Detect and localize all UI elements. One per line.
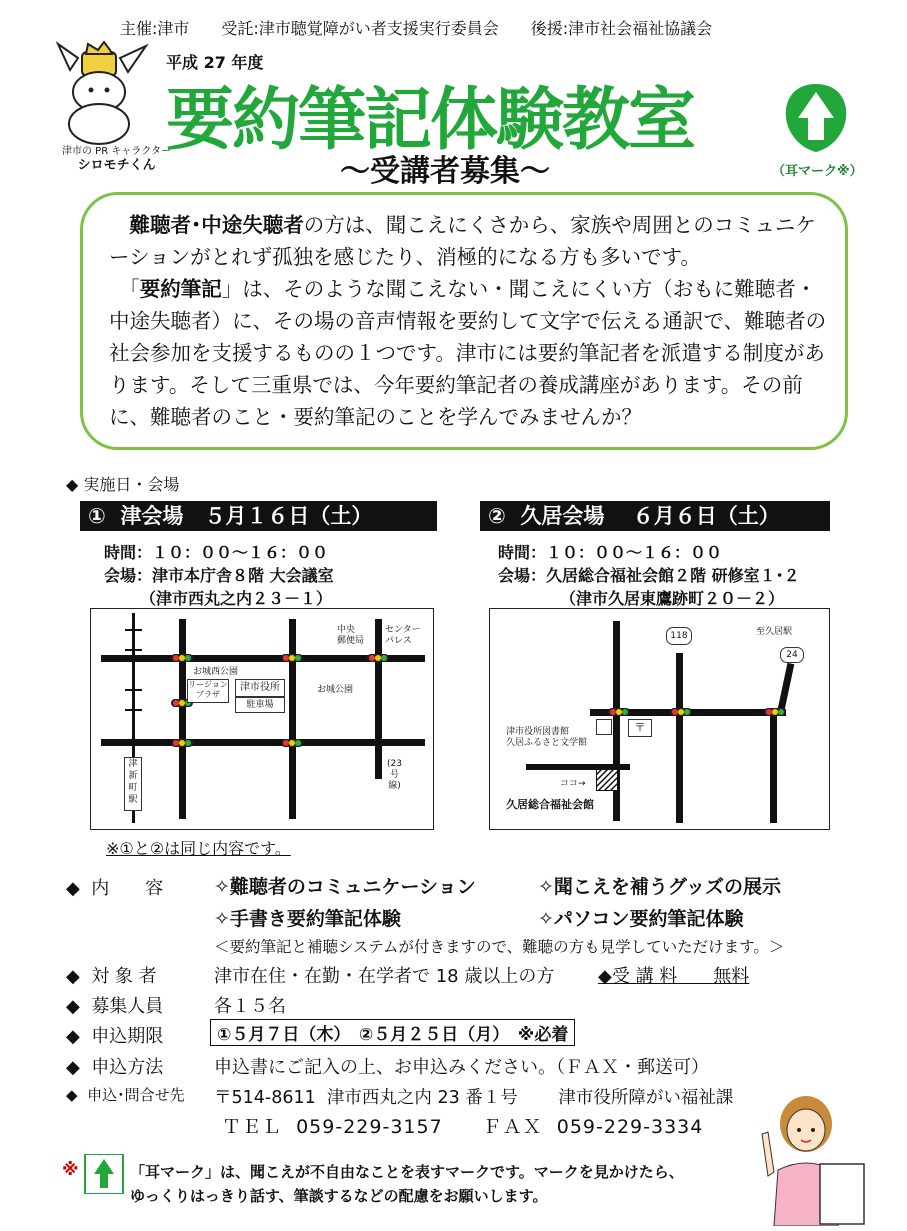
page-subtitle: ～受講者募集～ <box>340 154 550 189</box>
map1-city-hall: 津市役所 <box>235 679 285 697</box>
traffic-signal-icon <box>281 654 303 662</box>
deadline-value: ①５月７日（木） ②５月２５日（月） ※必着 <box>210 1019 575 1046</box>
content-item-2: ✧聞こえを補うグッズの展示 <box>538 876 781 898</box>
map2-post-office-icon: 〒 <box>628 719 652 737</box>
map1-route23: (23 号 線) <box>387 759 402 791</box>
intro-paragraph-1 <box>109 209 827 273</box>
map1-road <box>375 619 382 779</box>
map2-library-building <box>596 719 612 735</box>
traffic-signal-icon <box>281 739 303 747</box>
same-content-note: ※①と②は同じ内容です。 <box>106 839 291 858</box>
map1-station: 津 新 町 駅 <box>124 757 142 811</box>
venue-2-heading: ② 久居会場 ６月６日（土） <box>480 501 830 531</box>
map2-route118: 118 <box>666 627 692 645</box>
footer-line-1: 「耳マーク」は、聞こえが不自由なことを表すマークです。マークを見かけたら、 <box>130 1163 684 1181</box>
venue-2-time: 時間：１０：００～１６：００ <box>498 543 723 562</box>
map2-road <box>613 621 620 821</box>
mascot-caption <box>62 145 171 174</box>
intro-text-2: 」は、そのような聞こえない・聞こえにくい方（おもに難聴者・中途失聴者）に、その場の音声情報を要約して文字で伝える通訳で、難聴者の社会参加を支援するものの１つです。津市には要約筆記者を派遣する制度があります。そして三重県では、今年要約筆記者の養成講座があります。その前に、難聴者のこと・要約筆記のことを学んでみませんか？ <box>109 277 827 429</box>
intro-bold-1: 難聴者･中途失聴者 <box>129 213 304 237</box>
map1-parking: 駐車場 <box>235 697 285 713</box>
schedule-label: ◆ 実施日・会場 <box>66 475 180 494</box>
map1-region-plaza: リージョン プラザ <box>187 679 229 703</box>
map1-road <box>289 619 296 819</box>
mascot-name: シロモチくん <box>77 158 156 173</box>
footer-line-2: ゆっくりはっきり話す、筆談するなどの配慮をお願いします。 <box>130 1187 548 1205</box>
map2-route24: 24 <box>780 647 804 663</box>
deadline-label: ◆ 申込期限 <box>66 1026 164 1047</box>
venue-2-place: 会場：久居総合福祉会館２階 研修室１･２ <box>498 566 800 585</box>
venue-1-place: 会場：津市本庁舎８階 大会議室 <box>104 566 334 585</box>
content-note: ＜要約筆記と補聴システムが付きますので、難聴の方も見学していただけます。＞ <box>214 938 785 956</box>
content-item-3: ✧手書き要約筆記体験 <box>214 908 401 930</box>
method-value: 申込書にご記入の上、お申込みください。（ＦＡＸ・郵送可） <box>214 1057 709 1078</box>
footer-asterisk: ※ <box>62 1160 79 1180</box>
ear-mark-caption: （耳マーク※） <box>772 164 863 179</box>
intro-bold-2: 要約筆記 <box>139 277 222 301</box>
fee-value: ◆受 講 料 無料 <box>598 966 750 987</box>
contact-address: 〒514-8611 津市西丸之内 23 番１号 津市役所障がい福祉課 <box>214 1088 734 1108</box>
map2-library: 津市役所図書館 久居ふるさと文学館 <box>506 727 588 748</box>
intro-box <box>80 192 848 450</box>
map1-oshiro-park: お城公園 <box>317 685 354 695</box>
map-tsu <box>90 608 434 830</box>
capacity-label: ◆ 募集人員 <box>66 996 164 1017</box>
fiscal-year: 平成 27 年度 <box>166 53 264 72</box>
mascot-illustration <box>48 40 158 150</box>
traffic-signal-icon <box>764 708 786 716</box>
map1-oshiro-west-park: お城西公園 <box>193 667 239 677</box>
traffic-signal-icon <box>171 739 193 747</box>
venue-1-heading: ① 津会場 ５月１６日（土） <box>80 501 437 531</box>
traffic-signal-icon <box>670 708 692 716</box>
map2-road <box>676 653 683 823</box>
content-item-1: ✧難聴者のコミュニケーション <box>214 876 476 898</box>
venue-1-time: 時間：１０：００～１６：００ <box>104 543 329 562</box>
traffic-signal-icon <box>367 654 389 662</box>
intro-paragraph-2 <box>109 273 827 433</box>
ear-mark-icon <box>778 78 854 158</box>
sponsor-line: 主催:津市 受託:津市聴覚障がい者支援実行委員会 後援:津市社会福祉協議会 <box>120 19 713 38</box>
method-label: ◆ 申込方法 <box>66 1057 164 1078</box>
mascot-caption-label: 津市の PR キャラクター <box>62 146 172 157</box>
traffic-signal-icon <box>171 654 193 662</box>
guide-woman-illustration <box>748 1086 868 1226</box>
map-hisai <box>489 608 830 830</box>
venue-1-address: （津市西丸之内２３－１） <box>140 589 333 608</box>
target-label: ◆ 対 象 者 <box>66 966 157 987</box>
contact-tel-fax: ＴＥＬ 059-229-3157 ＦＡＸ 059-229-3334 <box>222 1116 704 1138</box>
map2-venue-hatched-icon <box>596 769 618 791</box>
map1-road <box>179 619 186 819</box>
capacity-value: 各１５名 <box>214 996 286 1017</box>
target-value: 津市在住・在勤・在学者で 18 歳以上の方 <box>214 966 555 987</box>
venue-2-address: （津市久居東鷹跡町２０－２） <box>560 589 785 608</box>
content-item-4: ✧パソコン要約筆記体験 <box>538 908 744 930</box>
map1-post-office: 中央 郵便局 <box>337 625 365 646</box>
footer-text <box>130 1160 684 1208</box>
map2-welfare-hall: 久居総合福祉会館 <box>506 798 594 811</box>
map2-road <box>770 709 777 823</box>
map2-to-hisai: 至久居駅 <box>756 627 793 637</box>
intro-text-1: の方は、聞こえにくさから、家族や周囲とのコミュニケーションがとれず孤独を感じたり、消極的になる方も多いです。 <box>109 213 816 269</box>
intro-bracket: 「 <box>129 277 140 301</box>
content-label: ◆ 内 容 <box>66 878 164 899</box>
contact-label: ◆ 申込･問合せ先 <box>66 1086 185 1104</box>
map2-here: ココ→ <box>560 779 586 789</box>
page-title: 要約筆記体験教室 <box>166 80 695 160</box>
map1-center-palace: センター パレス <box>385 625 421 646</box>
ear-mark-small-icon <box>84 1154 124 1194</box>
traffic-signal-icon <box>608 708 630 716</box>
